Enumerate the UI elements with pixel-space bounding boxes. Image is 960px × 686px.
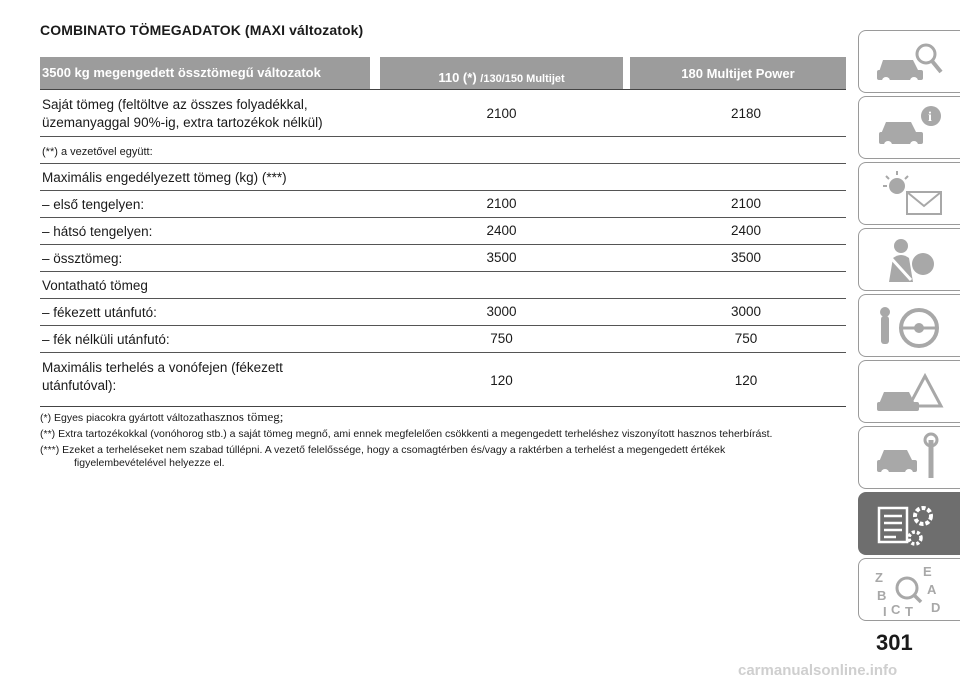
svg-text:I: I bbox=[883, 604, 887, 618]
car-wrench-icon bbox=[871, 432, 951, 486]
row-value-180: 2400 bbox=[730, 223, 762, 238]
footnote-2: (**) Extra tartozékokkal (vonóhorog stb.) a saját tömeg megnő, ami ennek megfelelően csökkenti a megengedett terheléshez viszonyított hasznos teherbírást. bbox=[40, 428, 773, 440]
row-value-180: 3000 bbox=[730, 304, 762, 319]
table-row bbox=[40, 218, 846, 245]
row-value-110: 2100 bbox=[486, 196, 517, 211]
row-value-110: 2100 bbox=[486, 106, 517, 121]
tab-maintenance[interactable] bbox=[858, 426, 960, 489]
table-row bbox=[40, 191, 846, 218]
table-row bbox=[40, 164, 846, 191]
header-rule bbox=[40, 89, 846, 90]
tab-safety[interactable] bbox=[858, 228, 960, 291]
row-label: – hátsó tengelyen: bbox=[42, 224, 153, 239]
tab-emergency[interactable] bbox=[858, 360, 960, 423]
header-engine-110-main: 110 (*) bbox=[438, 70, 477, 85]
row-label-line1: Saját tömeg (feltöltve az összes folyadékkal, bbox=[42, 97, 308, 112]
svg-text:Z: Z bbox=[875, 570, 883, 585]
technical-data-gear-icon bbox=[871, 498, 951, 552]
row-label-line1: Maximális terhelés a vonófejen (fékezett bbox=[42, 360, 283, 375]
header-engine-110 bbox=[380, 57, 623, 89]
svg-text:A: A bbox=[927, 582, 937, 597]
car-info-icon bbox=[871, 102, 951, 156]
table-row bbox=[40, 245, 846, 272]
footnote-3 bbox=[40, 444, 840, 470]
row-value-180: 120 bbox=[734, 373, 758, 388]
row-value-180: 2100 bbox=[730, 196, 762, 211]
row-label: – fékezett utánfutó: bbox=[42, 305, 157, 320]
tab-technical-data[interactable] bbox=[858, 492, 960, 555]
svg-text:C: C bbox=[891, 602, 901, 617]
seatbelt-airbag-icon bbox=[871, 234, 951, 288]
row-label: (**) a vezetővel együtt: bbox=[42, 146, 153, 158]
car-search-icon bbox=[871, 36, 951, 90]
footnote-1-serif: hasznos tömeg; bbox=[202, 409, 284, 424]
table-row bbox=[40, 91, 846, 137]
page-title: COMBINATO TÖMEGADATOK (MAXI változatok) bbox=[40, 22, 364, 38]
header-version: 3500 kg megengedett össztömegű változatok bbox=[40, 57, 370, 89]
weight-data-table bbox=[40, 57, 846, 407]
row-value-110: 2400 bbox=[486, 223, 517, 238]
table-row bbox=[40, 137, 846, 164]
footnote-1 bbox=[40, 410, 840, 425]
row-label: – össztömeg: bbox=[42, 251, 123, 266]
header-engine-180: 180 Multijet Power bbox=[630, 57, 846, 89]
footnote-3-line2: figyelembevételével helyezze el. bbox=[74, 457, 225, 469]
tab-warning-lights[interactable] bbox=[858, 162, 960, 225]
row-label: Maximális engedélyezett tömeg (kg) (***) bbox=[42, 170, 287, 185]
table-row bbox=[40, 299, 846, 326]
row-label: – fék nélküli utánfutó: bbox=[42, 332, 170, 347]
row-label: – első tengelyen: bbox=[42, 197, 145, 212]
svg-text:i: i bbox=[928, 110, 932, 125]
row-value-110: 3000 bbox=[486, 304, 517, 319]
page-number: 301 bbox=[876, 630, 913, 655]
tab-car-search[interactable] bbox=[858, 30, 960, 93]
key-steering-wheel-icon bbox=[871, 300, 951, 354]
footnotes bbox=[40, 410, 840, 473]
footnote-1-text: (*) Egyes piacokra gyártott változat bbox=[40, 412, 203, 424]
row-label: Vontatható tömeg bbox=[42, 278, 148, 293]
row-label-line2: üzemanyaggal 90%-ig, extra tartozékok nélkül) bbox=[42, 115, 323, 130]
row-value-110: 3500 bbox=[486, 250, 517, 265]
row-label-line2: utánfutóval): bbox=[42, 378, 117, 393]
row-value-180: 2180 bbox=[730, 106, 762, 121]
table-row bbox=[40, 353, 846, 407]
table-row bbox=[40, 272, 846, 299]
table-row bbox=[40, 326, 846, 353]
svg-text:T: T bbox=[905, 604, 913, 618]
alphabetical-index-icon bbox=[871, 564, 951, 618]
svg-text:B: B bbox=[877, 588, 887, 603]
row-value-180: 3500 bbox=[730, 250, 762, 265]
tab-starting[interactable] bbox=[858, 294, 960, 357]
tab-index[interactable] bbox=[858, 558, 960, 621]
car-accident-icon bbox=[871, 366, 951, 420]
row-value-180: 750 bbox=[734, 331, 758, 346]
header-engine-130-150: /130/150 Multijet bbox=[480, 73, 565, 85]
footnote-3-line1: (***) Ezeket a terheléseket nem szabad túllépni. A vezető felelőssége, hogy a csomagtérben és/vagy a raktérben a terhelést a megengedett értékek bbox=[40, 444, 726, 456]
warning-light-message-icon bbox=[871, 168, 951, 222]
row-label bbox=[42, 96, 323, 132]
row-value-110: 120 bbox=[490, 373, 513, 388]
row-value-110: 750 bbox=[490, 331, 513, 346]
row-label bbox=[42, 359, 283, 395]
svg-text:D: D bbox=[931, 600, 941, 615]
tab-car-info[interactable] bbox=[858, 96, 960, 159]
svg-text:E: E bbox=[923, 564, 932, 579]
watermark: carmanualsonline.info bbox=[738, 662, 898, 679]
table-header bbox=[40, 57, 846, 89]
